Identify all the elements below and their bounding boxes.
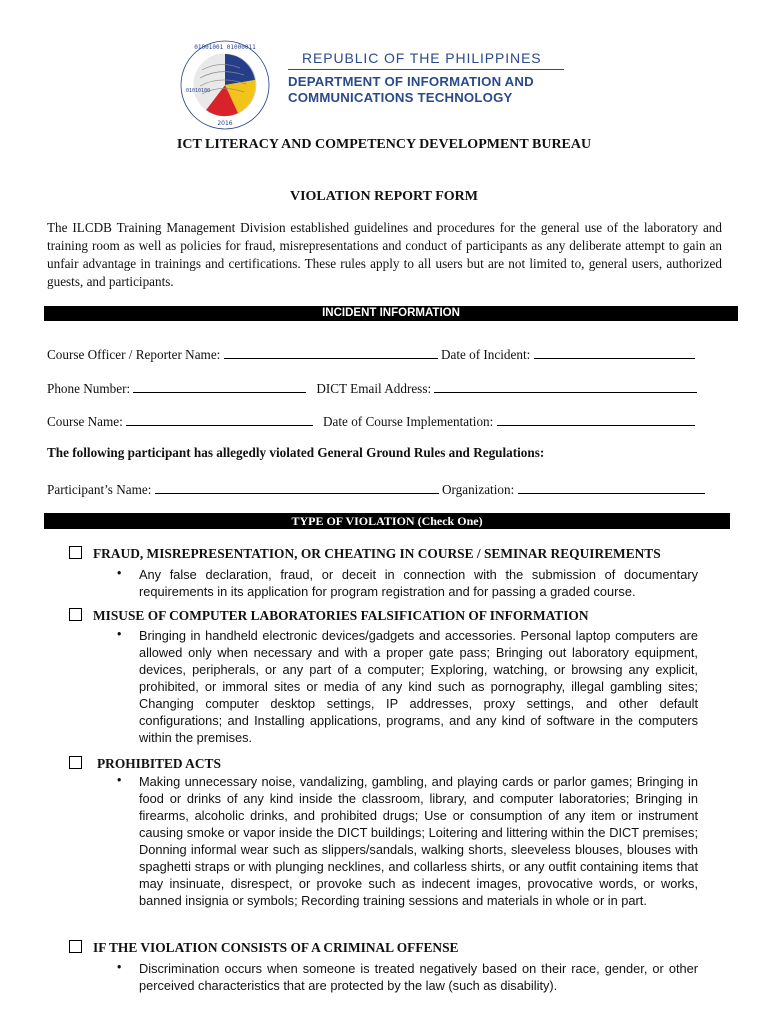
seal-side-text: 01010100 xyxy=(186,88,211,94)
course-name-input[interactable] xyxy=(126,412,313,426)
violation-note: The following participant has allegedly violated General Ground Rules and Regulations: xyxy=(47,445,545,460)
misuse-description: Bringing in handheld electronic devices/gadgets and accessories. Personal laptop computers are allowed only when necessary and with a proper gate pass; Bringing out laboratory equipment, devices, peripherals, or any part of a computer; Exploring, watching, or browsing any explicit, prohibited, or immoral sites or media of any kind such as pornography, illegal gambling sites; Changing computer desktop settings, IP addresses, proxy settings, and other default configurations; and Installing applications, programs, and any kind of software in the computers within the premises. xyxy=(139,628,698,745)
prohibited-checkbox[interactable] xyxy=(69,756,82,769)
bullet: • xyxy=(117,627,122,641)
criminal-description xyxy=(139,960,698,994)
criminal-title: IF THE VIOLATION CONSISTS OF A CRIMINAL OFFENSE xyxy=(93,940,459,955)
prohibited-title: PROHIBITED ACTS xyxy=(97,756,221,771)
email-label: DICT Email Address: xyxy=(316,381,432,396)
bureau-title: ICT LITERACY AND COMPETENCY DEVELOPMENT BUREAU xyxy=(176,137,592,152)
course-row xyxy=(47,412,695,430)
phone-input[interactable] xyxy=(133,379,306,393)
fraud-description: Any false declaration, fraud, or deceit in connection with the submission of documentary requirements in its application for program registration and for passing a graded course. xyxy=(139,567,698,599)
phone-label: Phone Number: xyxy=(47,381,131,396)
criminal-text: occurs when someone is treated negatively based on their race, gender, or other perceived characteristics that are protected by the law (such as disability). xyxy=(139,961,698,993)
republic-title: REPUBLIC OF THE PHILIPPINES xyxy=(302,50,542,66)
criminal-lead-term: Discrimination xyxy=(139,961,220,976)
seal-top-text: 01001001 01000011 xyxy=(194,44,256,51)
date-course-label: Date of Course Implementation: xyxy=(323,414,494,429)
date-incident-label: Date of Incident: xyxy=(440,347,531,362)
officer-row xyxy=(47,345,695,363)
bullet: • xyxy=(117,566,122,580)
misuse-checkbox[interactable] xyxy=(69,608,82,621)
participant-label: Participant’s Name: xyxy=(47,482,152,497)
incident-section-header: INCIDENT INFORMATION xyxy=(44,306,738,321)
participant-row xyxy=(47,480,705,498)
course-name-label: Course Name: xyxy=(47,414,123,429)
date-incident-input[interactable] xyxy=(534,345,695,359)
organization-label: Organization: xyxy=(441,482,515,497)
fraud-title: FRAUD, MISREPRESENTATION, OR CHEATING IN COURSE / SEMINAR REQUIREMENTS xyxy=(93,546,661,561)
bullet: • xyxy=(117,960,122,974)
phone-row xyxy=(47,379,697,397)
intro-paragraph: The ILCDB Training Management Division established guidelines and procedures for the general use of the laboratory and training room as well as policies for fraud, misrepresentations and conduct of participants as any deliberate attempt to gain an unfair advantage in trainings and certifications. These rules apply to all users but are not limited to, general users, authorized guests, and participants. xyxy=(47,220,722,289)
seal-year: 2016 xyxy=(217,120,233,127)
organization-input[interactable] xyxy=(518,480,705,494)
officer-input[interactable] xyxy=(224,345,438,359)
form-title: VIOLATION REPORT FORM xyxy=(289,189,478,204)
criminal-checkbox[interactable] xyxy=(69,940,82,953)
dict-seal-logo xyxy=(180,40,270,130)
department-name xyxy=(288,74,534,105)
officer-label: Course Officer / Reporter Name: xyxy=(47,347,221,362)
participant-input[interactable] xyxy=(155,480,439,494)
fraud-checkbox[interactable] xyxy=(69,546,82,559)
bullet: • xyxy=(117,773,122,787)
email-input[interactable] xyxy=(434,379,697,393)
department-line-2: COMMUNICATIONS TECHNOLOGY xyxy=(288,89,513,105)
date-course-input[interactable] xyxy=(497,412,695,426)
department-line-1: DEPARTMENT OF INFORMATION AND xyxy=(288,74,534,89)
prohibited-description: Making unnecessary noise, vandalizing, gambling, and playing cards or parlor games; Bringing in food or drinks of any kind inside the classroom, library, and computer laboratories; Bringing in firearms, alcoholic drinks, and prohibited drugs; Use or consumption of any item or instrument causing smoke or vapor inside the DICT buildings; Loitering and littering within the DICT premises; Donning informal wear such as slippers/sandals, walking shorts, sleeveless blouses, blouses with spaghetti straps or with plunging necklines, and collarless shirts, or any outfit containing items that may insinuate, disrespect, or provoke such as indecent images, provocative words, or works, banned insignia or symbols; Recording training sessions and materials in whole or in part. xyxy=(139,774,698,908)
header-divider xyxy=(288,69,564,70)
violation-section-header: TYPE OF VIOLATION (Check One) xyxy=(44,513,730,529)
misuse-title: MISUSE OF COMPUTER LABORATORIES FALSIFICATION OF INFORMATION xyxy=(93,608,589,623)
